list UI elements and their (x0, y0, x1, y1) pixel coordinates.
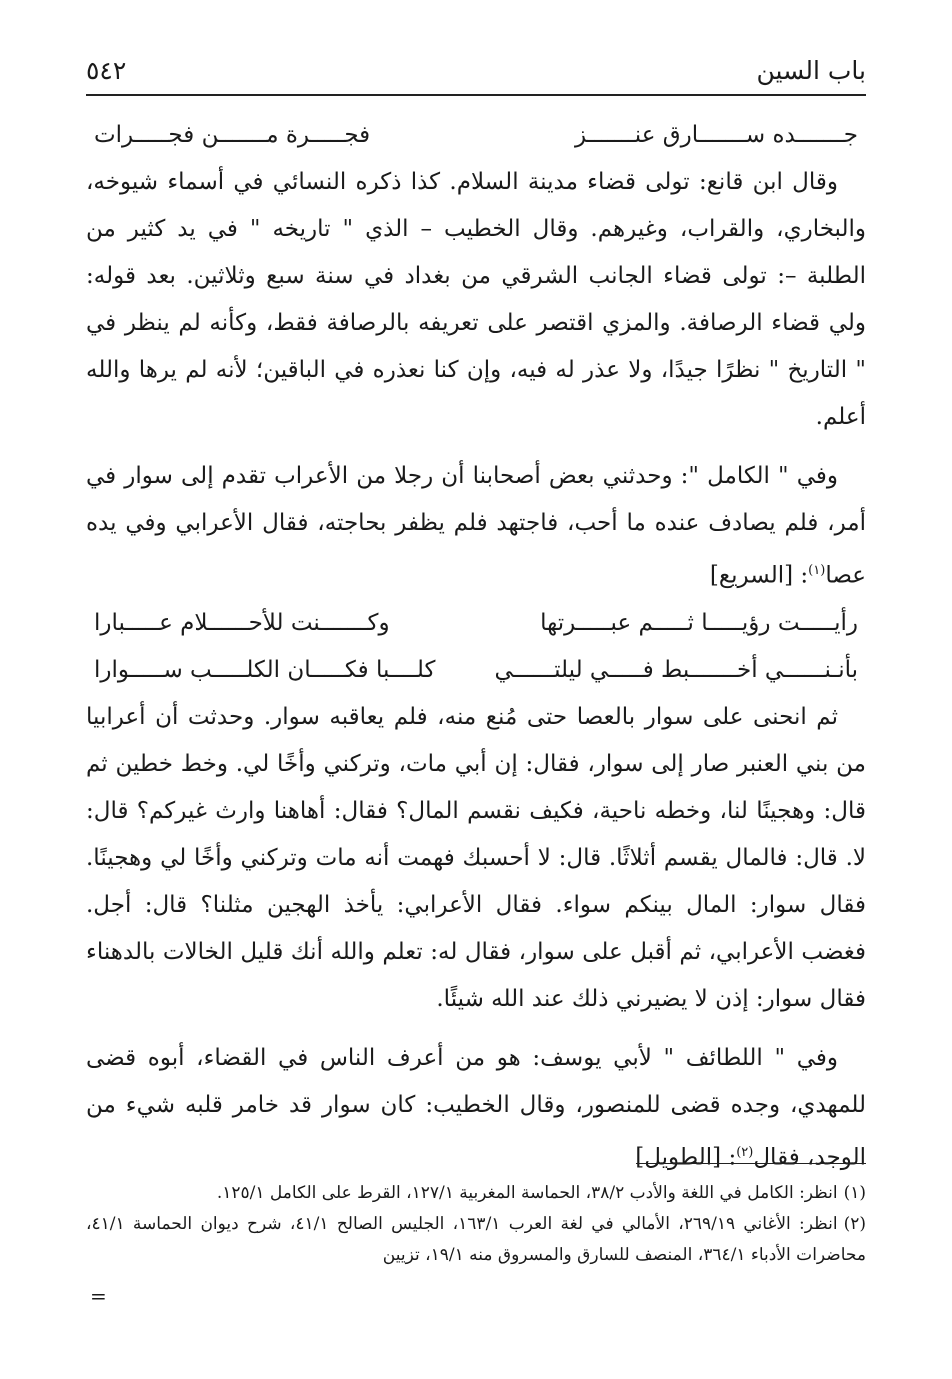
footnote-text: انظر: الأغاني ٢٦٩/١٩، الأمالي في لغة العرب ١٦٣/١، الجليس الصالح ٤١/١، شرح ديوان الحماسة ٤١/١، محاضرات الأدباء ٣٦٤/١، المنصف للسارق والمسروق منه ١٩/١، تزيين (86, 1214, 866, 1265)
paragraph-text: وفي " الكامل ": وحدثني بعض أصحابنا أن رجلا من الأعراب تقدم إلى سوار في أمر، فلم يصادف عنده ما أحب، فاجتهد فلم يظفر بحاجته، فقال الأعرابي وفي يده عصا (86, 463, 866, 589)
verse-second-hemistich: وكـــــــنت للأحــــــلام عـــــبارا (94, 609, 390, 636)
footnote-number: (٢) (843, 1214, 866, 1234)
page-number: ٥٤٢ (86, 56, 127, 85)
paragraph-text: وفي " اللطائف " لأبي يوسف: هو من أعرف الناس في القضاء، أبوه قضى للمهدي، وجده قضى للمنصور، وقال الخطيب: كان سوار قد خامر قلبه شيء من الوجد، فقال (86, 1044, 866, 1171)
footnotes (86, 1178, 866, 1271)
footnote (86, 1209, 866, 1271)
verse-first-hemistich: رأيـــــت رؤيـــــا ثـــــم عبـــــرتها (540, 609, 858, 636)
header-rule (86, 94, 866, 96)
footnote-ref-2: (٢) (736, 1144, 754, 1160)
verse-line (86, 647, 866, 694)
continuation-mark: = (90, 1284, 107, 1308)
verse-line (86, 600, 866, 647)
running-header (86, 56, 866, 90)
meter-label: : [السريع] (709, 562, 809, 589)
footnote-number: (١) (843, 1183, 866, 1203)
verse-first-hemistich: جـــــــده ســـــــارق عنـــــــز (574, 122, 858, 148)
running-title: باب السين (756, 56, 866, 85)
verse-line (86, 112, 866, 159)
footnote-rule (636, 1163, 866, 1164)
verse-second-hemistich: فجـــــرة مـــــــن فجـــــرات (94, 122, 371, 148)
verse-second-hemistich: كلــــبا فكـــــان الكلـــــب ســـــوارا (94, 656, 436, 683)
footnote-ref-1: (١) (808, 563, 826, 578)
footnote-text: انظر: الكامل في اللغة والأدب ٣٨/٢، الحماسة المغربية ١٢٧/١، القرط على الكامل ١٢٥/١. (216, 1183, 838, 1203)
main-text (86, 112, 866, 1181)
paragraph-bedouin-story: ثم انحنى على سوار بالعصا حتى مُنع منه، فلم يعاقبه سوار. وحدثت أن أعرابيا من بني العنبر صار إلى سوار، فقال: إن أبي مات، وتركني وأخًا لي. وخط خطين ثم قال: وهجينًا لنا، وخطه ناحية، فكيف نقسم المال؟ فقال: أهاهنا وارث غيركم؟ قال: لا. قال: فالمال يقسم أثلاثًا. قال: لا أحسبك فهمت أنه مات وتركني وأخًا لي وهجينًا. فقال سوار: المال بينكم سواء. فقال الأعرابي: يأخذ الهجين مثلنا؟ قال: أجل. فغضب الأعرابي، ثم أقبل على سوار، فقال له: تعلم والله أنك قليل الخالات بالدهناء فقال سوار: إذن لا يضيرني ذلك عند الله شيئًا. (86, 703, 866, 1012)
paragraph-al-lataif (86, 1035, 866, 1182)
footnote (86, 1178, 866, 1209)
paragraph-ibn-qani: وقال ابن قانع: تولى قضاء مدينة السلام. كذا ذكره النسائي في أسماء شيوخه، والبخاري، والقراب، وغيرهم. وقال الخطيب – الذي " تاريخه " في يد كثير من الطلبة –: تولى قضاء الجانب الشرقي من بغداد في سنة سبع وثلاثين. بعد قوله: ولي قضاء الرصافة. والمزي اقتصر على تعريفه بالرصافة فقط، وكأنه لم ينظر في " التاريخ " نظرًا جيدًا، ولا عذر له فيه، وإن كنا نعذره في الباقين؛ لأنه لم يرها والله أعلم. (86, 169, 866, 430)
verse-first-hemistich: بأنـنــــــي أخـــــــبط فـــــي ليلتــــــي (494, 656, 858, 683)
meter-label: : [الطويل] (635, 1144, 737, 1171)
paragraph-al-kamil (86, 453, 866, 600)
